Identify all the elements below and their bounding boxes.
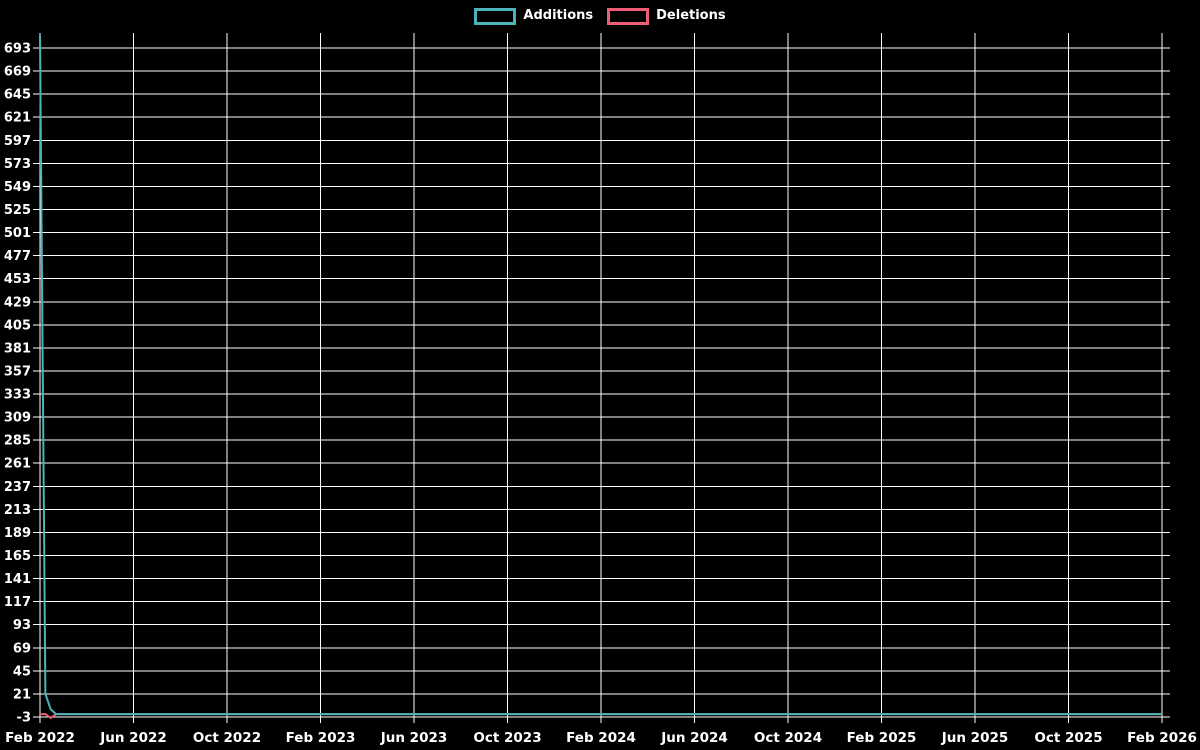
y-tick-label: 213 xyxy=(3,502,31,518)
legend-item-additions[interactable] xyxy=(474,7,593,25)
additions-swatch-icon xyxy=(474,8,516,25)
y-tick-label: 141 xyxy=(3,572,31,588)
legend-label-additions: Additions xyxy=(523,8,594,23)
x-tick-label: Jun 2023 xyxy=(380,730,448,746)
legend-item-deletions[interactable] xyxy=(607,7,725,25)
y-tick-label: 669 xyxy=(3,64,31,80)
y-tick-label: 597 xyxy=(3,133,31,149)
y-tick-label: 117 xyxy=(3,595,31,611)
y-axis-labels xyxy=(4,42,31,726)
y-tick-label: 165 xyxy=(3,549,31,565)
y-tick-label: 309 xyxy=(3,410,31,426)
x-tick-label: Feb 2026 xyxy=(1127,730,1197,746)
legend-label-deletions: Deletions xyxy=(656,8,726,23)
y-tick-label: 621 xyxy=(3,110,31,126)
y-tick-label: -3 xyxy=(16,710,31,726)
y-tick-label: 573 xyxy=(3,156,31,172)
y-tick-label: 21 xyxy=(12,687,31,703)
y-tick-label: 45 xyxy=(12,664,31,680)
y-tick-label: 285 xyxy=(3,433,31,449)
y-tick-label: 69 xyxy=(12,641,31,657)
x-axis-labels xyxy=(5,730,1197,746)
vertical-gridlines xyxy=(40,33,1162,723)
x-tick-label: Jun 2024 xyxy=(661,730,728,746)
y-tick-label: 501 xyxy=(3,226,31,242)
y-tick-label: 453 xyxy=(3,272,31,288)
x-tick-label: Jun 2025 xyxy=(941,730,1009,746)
y-tick-label: 525 xyxy=(3,202,31,218)
y-tick-label: 381 xyxy=(3,341,31,357)
y-tick-label: 549 xyxy=(3,179,31,195)
y-tick-label: 93 xyxy=(12,618,31,634)
x-tick-label: Feb 2025 xyxy=(846,730,917,746)
y-tick-label: 405 xyxy=(3,318,31,334)
x-tick-label: Feb 2024 xyxy=(566,730,636,746)
y-tick-label: 357 xyxy=(3,364,31,380)
y-tick-label: 189 xyxy=(3,525,31,541)
x-tick-label: Oct 2025 xyxy=(1034,730,1103,746)
x-tick-label: Jun 2022 xyxy=(100,730,167,746)
x-tick-label: Feb 2022 xyxy=(5,730,75,746)
x-tick-label: Oct 2022 xyxy=(192,730,262,746)
x-tick-label: Oct 2024 xyxy=(753,730,823,746)
y-tick-label: 261 xyxy=(3,456,31,472)
y-tick-label: 429 xyxy=(3,295,31,311)
y-tick-label: 237 xyxy=(3,479,31,495)
x-tick-label: Oct 2023 xyxy=(473,730,542,746)
y-tick-label: 333 xyxy=(3,387,31,403)
y-tick-label: 693 xyxy=(3,41,31,57)
y-tick-label: 477 xyxy=(3,249,31,265)
y-tick-label: 645 xyxy=(3,87,31,103)
chart-legend xyxy=(0,7,1200,25)
x-tick-label: Feb 2023 xyxy=(285,730,356,746)
deletions-swatch-icon xyxy=(607,8,649,25)
